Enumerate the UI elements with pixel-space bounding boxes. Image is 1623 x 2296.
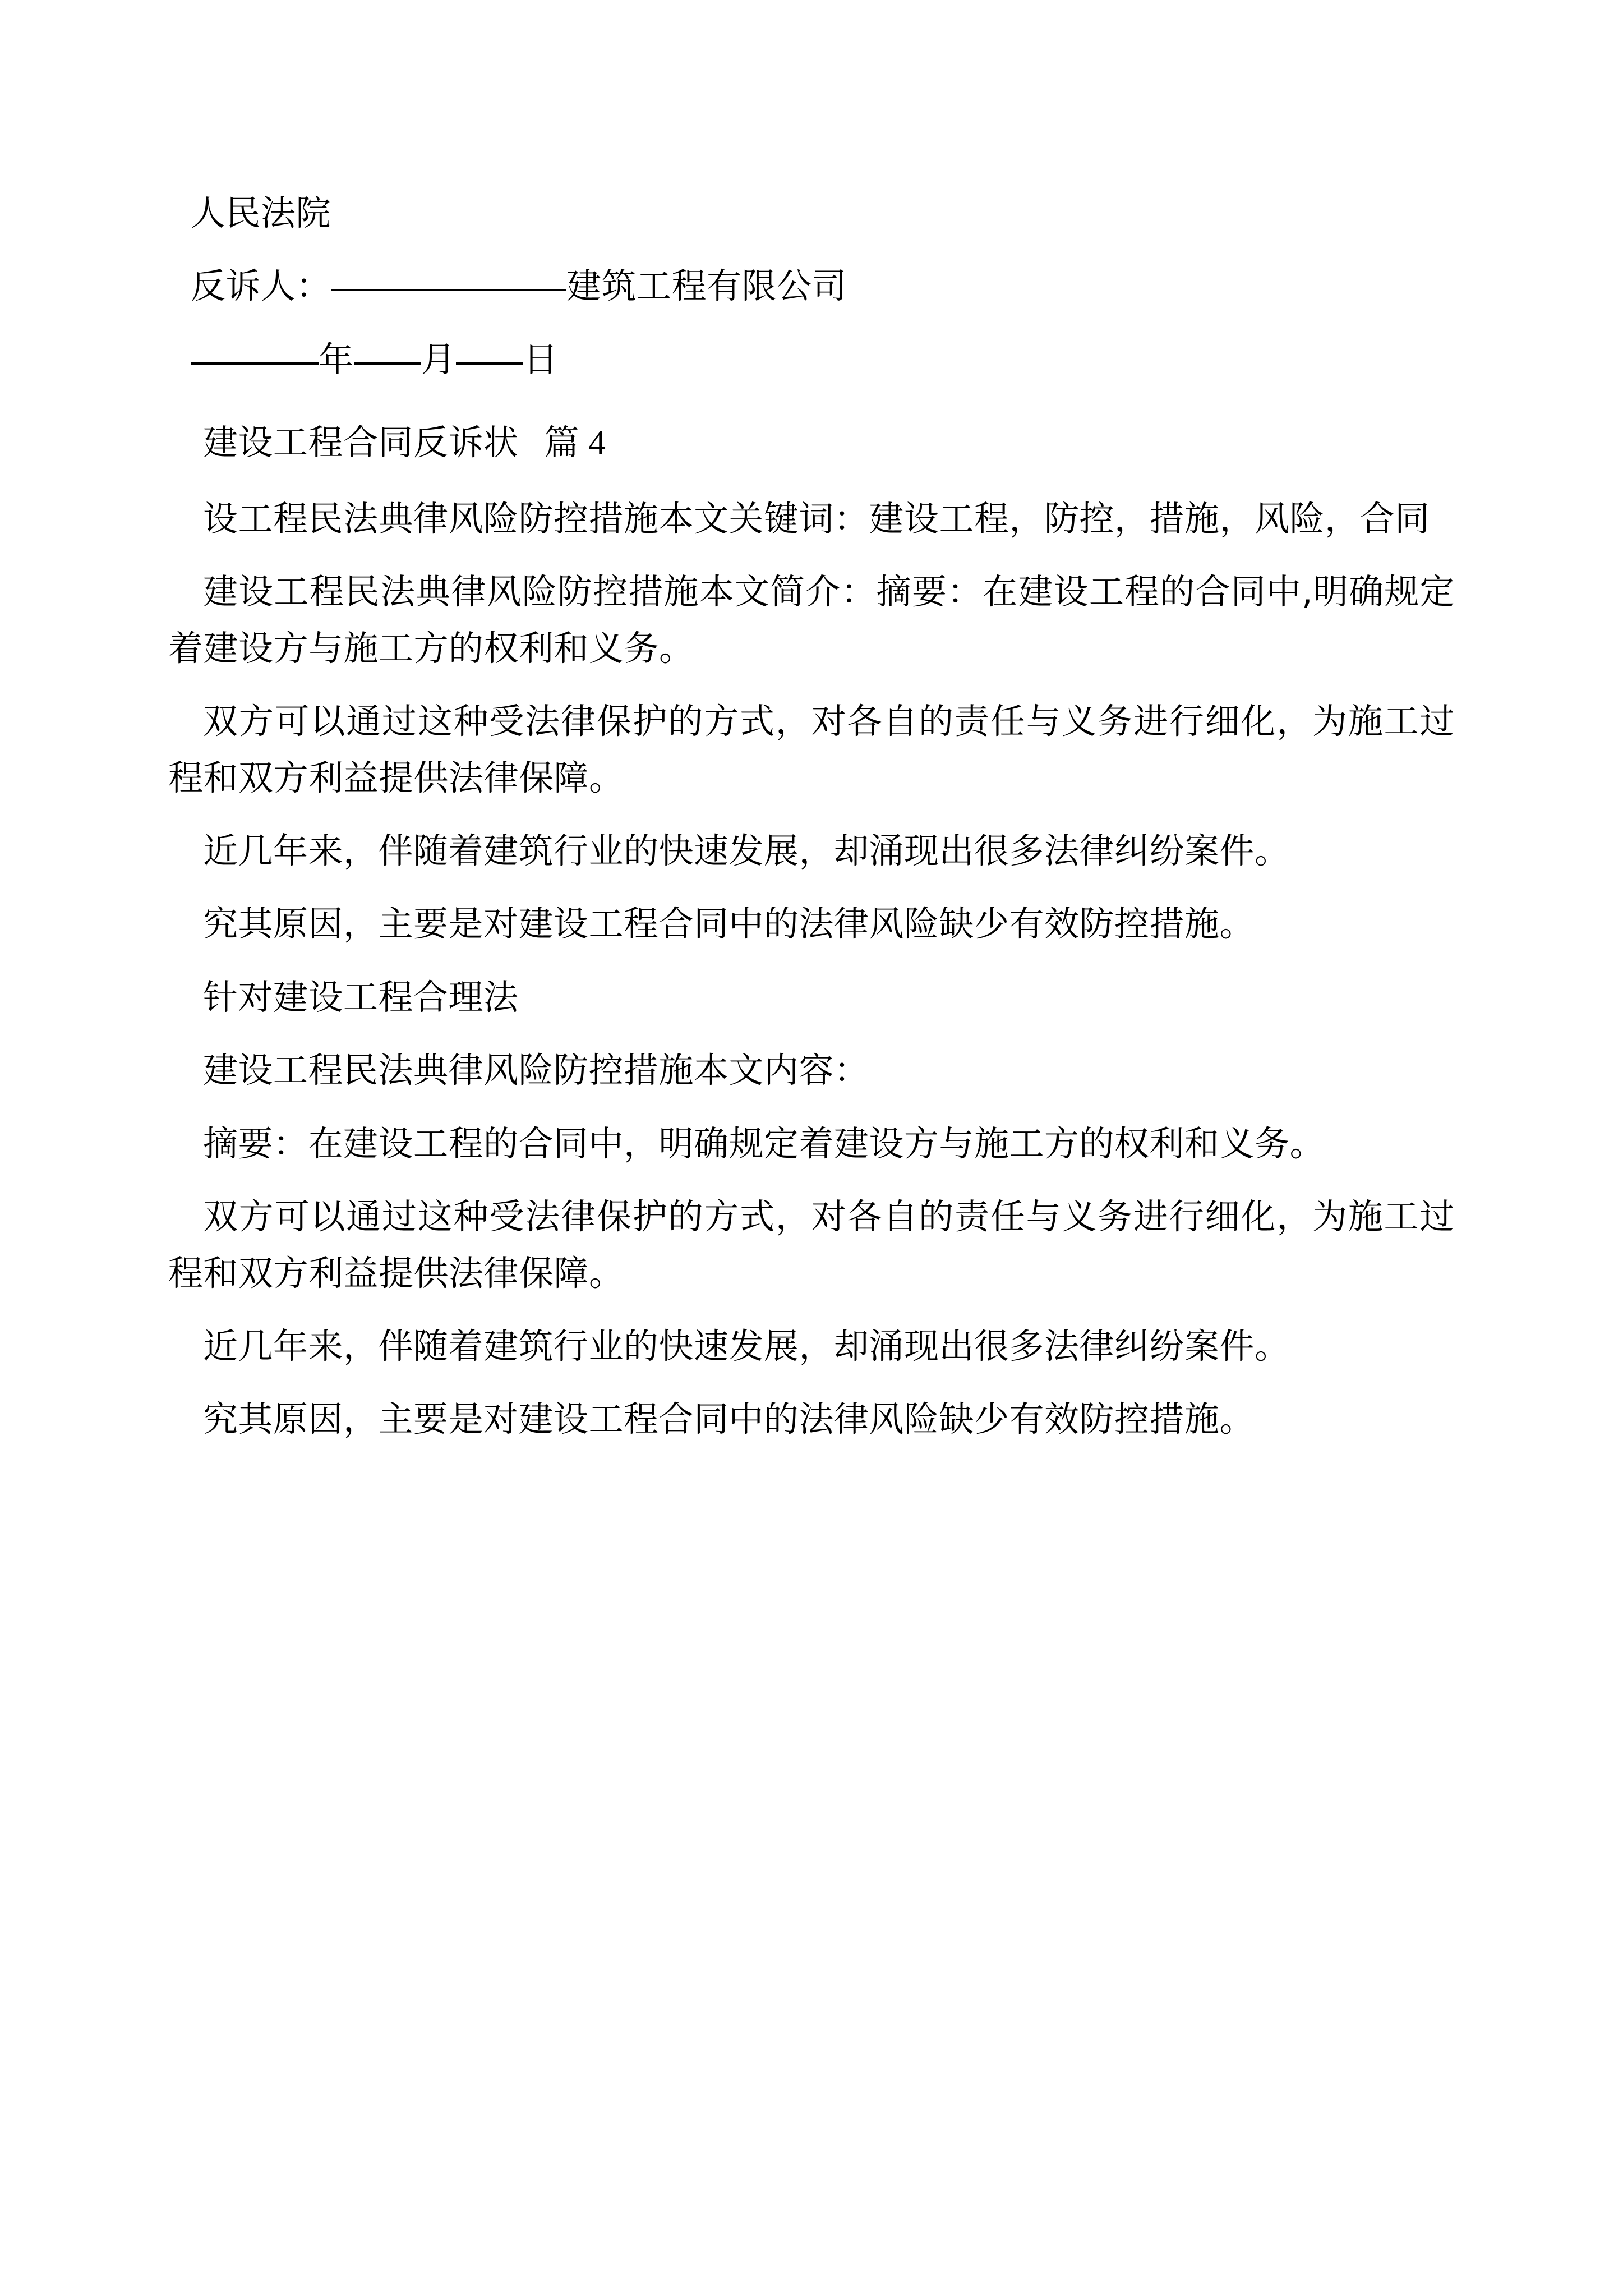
paragraph-keywords: 设工程民法典律风险防控措施本文关键词：建设工程，防控，措施，风险，合同 <box>203 498 1430 539</box>
counterclaimant-line <box>168 258 1455 314</box>
paragraph-abstract: 摘要：在建设工程的合同中，明确规定着建设方与施工方的权利和义务。 <box>203 1122 1325 1164</box>
document-body <box>168 185 1455 1448</box>
date-line <box>168 332 1455 388</box>
court-label: 人民法院 <box>191 192 331 233</box>
paragraph-both-parties-2: 双方可以通过这种受法律保护的方式，对各自的责任与义务进行细化，为施工过程和双方利益提供法律保障。 <box>168 1196 1455 1294</box>
paragraph-content-label: 建设工程民法典律风险防控措施本文内容： <box>203 1050 869 1091</box>
counterclaimant-label: 反诉人： <box>191 265 331 307</box>
date-month-label: 月 <box>421 338 457 380</box>
paragraph-intro: 建设工程民法典律风险防控措施本文简介：摘要：在建设工程的合同中,明确规定着建设方与施工方的权利和义务。 <box>168 571 1455 669</box>
paragraph-recent-years-2: 近几年来，伴随着建筑行业的快速发展，却涌现出很多法律纠纷案件。 <box>203 1326 1290 1366</box>
date-month-blank <box>354 362 421 365</box>
section-heading <box>168 415 1455 471</box>
date-year-label: 年 <box>319 338 354 380</box>
paragraph-reason-2: 究其原因，主要是对建设工程合同中的法律风险缺少有效防控措施。 <box>203 1398 1255 1440</box>
counterclaimant-blank <box>331 288 566 291</box>
section-heading-title: 建设工程合同反诉状 <box>203 422 519 463</box>
paragraph-recent-years-1: 近几年来，伴随着建筑行业的快速发展，却涌现出很多法律纠纷案件。 <box>203 830 1290 871</box>
counterclaimant-suffix: 建筑工程有限公司 <box>566 265 847 307</box>
court-line <box>168 185 1455 241</box>
paragraph-reason-1: 究其原因，主要是对建设工程合同中的法律风险缺少有效防控措施。 <box>203 903 1255 945</box>
paragraph-both-parties-1: 双方可以通过这种受法律保护的方式，对各自的责任与义务进行细化，为施工过程和双方利益提供法律保障。 <box>168 701 1455 798</box>
date-year-blank <box>191 362 319 365</box>
date-day-label: 日 <box>523 338 559 380</box>
date-day-blank <box>456 362 523 365</box>
section-heading-piece: 篇 4 <box>544 424 606 463</box>
paragraph-targeted-law: 针对建设工程合理法 <box>203 976 519 1018</box>
